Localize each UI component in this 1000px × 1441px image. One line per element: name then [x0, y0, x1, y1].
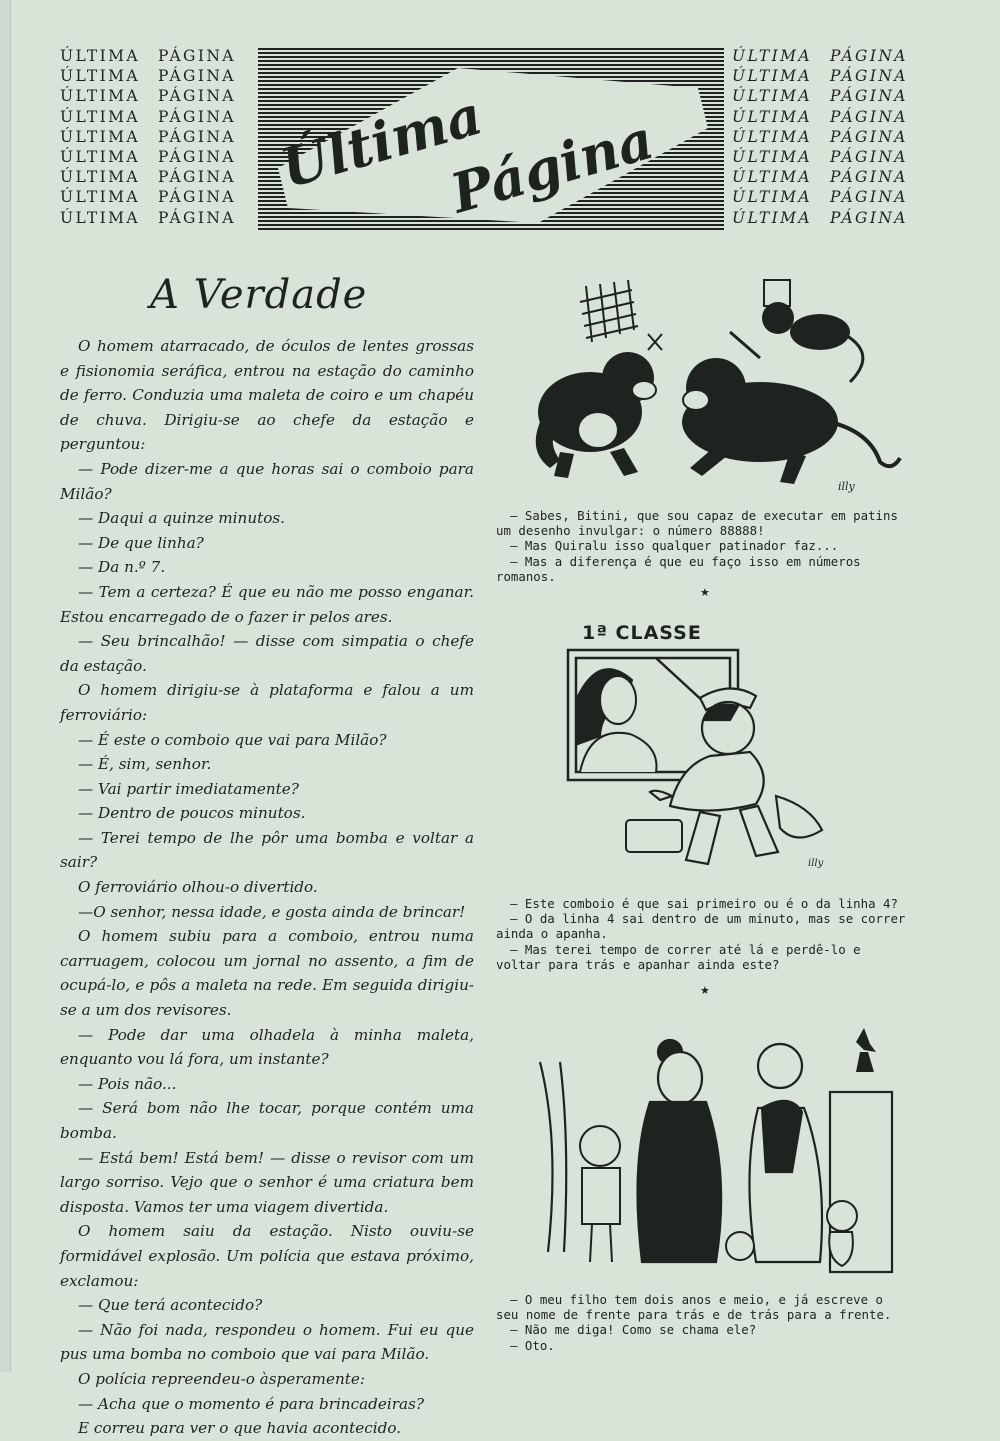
- caption-line: — O meu filho tem dois anos e meio, e já escreve o seu nome de frente para trás e de trás para a frente.: [496, 1292, 892, 1323]
- header-left-word: PÁGINA: [158, 127, 236, 146]
- banner-word-ultima: Última: [273, 82, 489, 201]
- header-left-word: PÁGINA: [158, 107, 236, 126]
- header-right-word: ÚLTIMA: [732, 87, 813, 106]
- article-paragraph: O homem dirigiu-se à plataforma e falou a um ferroviário:: [60, 681, 474, 724]
- separator-star-1: ★: [700, 586, 710, 599]
- article-paragraph: — Terei tempo de lhe pôr uma bomba e voltar a sair?: [60, 828, 474, 872]
- header-left-word: ÚLTIMA: [60, 107, 141, 126]
- article-paragraph: — Será bom não lhe tocar, porque contém uma bomba.: [60, 1099, 474, 1142]
- cartoon-1-signature: illy: [838, 480, 855, 493]
- article-paragraph: — Seu brincalhão! — disse com simpatia o chefe da estação.: [60, 632, 474, 675]
- article-paragraph: O ferroviário olhou-o divertido.: [78, 878, 318, 897]
- header-left-row: [60, 208, 236, 228]
- header-left-word: PÁGINA: [158, 168, 236, 187]
- header-left-row: [60, 187, 236, 207]
- header-left-word: ÚLTIMA: [60, 208, 141, 227]
- banner-word-pagina: Página: [443, 107, 661, 226]
- article-paragraph: — Pode dizer-me a que horas sai o comboio para Milão?: [60, 459, 474, 503]
- article-paragraph: O homem subiu para a comboio, entrou numa carruagem, colocou um jornal no assento, a fim de ocupá-lo, e pôs a maleta na rede. Em seguida dirigiu-se a um dos revisores.: [60, 927, 474, 1020]
- caption-line: — Mas terei tempo de correr até lá e perdê-lo e voltar para trás e apanhar ainda este?: [496, 941, 861, 972]
- header-right-word: PÁGINA: [830, 148, 908, 167]
- cartoon-2-caption: [496, 896, 910, 972]
- header-left-word: ÚLTIMA: [60, 47, 141, 65]
- curtain: [540, 1062, 553, 1252]
- header-left-word: ÚLTIMA: [60, 67, 141, 86]
- header-right-word: PÁGINA: [830, 47, 908, 65]
- header-left-word: PÁGINA: [158, 148, 236, 167]
- article-paragraph: — Dentro de poucos minutos.: [78, 804, 306, 823]
- article-paragraph: — É este o comboio que vai para Milão?: [78, 730, 387, 749]
- header-right-row: [732, 46, 908, 66]
- caption-line: — Oto.: [510, 1337, 555, 1353]
- header-left-row: [60, 127, 236, 147]
- header-left-row: [60, 167, 236, 187]
- header-right-row: [732, 187, 908, 207]
- aunt-figure: [749, 1044, 822, 1262]
- header-right-row: [732, 147, 908, 167]
- header-right-word: ÚLTIMA: [732, 208, 813, 227]
- header-right-row: [732, 86, 908, 106]
- header-left-word: ÚLTIMA: [60, 87, 141, 106]
- article-paragraph: — Que terá acontecido?: [78, 1296, 263, 1315]
- header-left-row: [60, 107, 236, 127]
- caption-line: — O da linha 4 sai dentro de um minuto, mas se correr ainda o apanha.: [496, 911, 906, 942]
- caption-line: — Não me diga! Como se chama ele?: [510, 1322, 757, 1338]
- article-paragraph: — Da n.º 7.: [78, 558, 166, 577]
- separator-star-2: ★: [700, 984, 710, 997]
- right-monkey: [682, 358, 900, 484]
- header-right-row: [732, 208, 908, 228]
- header-left-word: ÚLTIMA: [60, 148, 141, 167]
- suitcase: [626, 820, 682, 852]
- woman-in-window: [578, 669, 656, 772]
- header-right-word: PÁGINA: [830, 87, 908, 106]
- header-right-row: [732, 127, 908, 147]
- header-right-word: PÁGINA: [830, 188, 908, 207]
- statuette-icon: [856, 1028, 876, 1072]
- header-left-word: ÚLTIMA: [60, 168, 141, 187]
- article-paragraph: O polícia repreendeu-o àsperamente:: [78, 1369, 365, 1388]
- article-paragraph: — Pode dar uma olhadela à minha maleta, enquanto vou lá fora, um instante?: [60, 1025, 474, 1069]
- header-left-word: PÁGINA: [158, 67, 236, 86]
- cartoon-2-signature: illy: [808, 858, 824, 869]
- header-left-row: [60, 147, 236, 167]
- cartoon-1-caption: [496, 508, 910, 584]
- header-left-word: PÁGINA: [158, 47, 236, 65]
- header-right-word: PÁGINA: [830, 127, 908, 146]
- article-paragraph: —O senhor, nessa idade, e gosta ainda de brincar!: [78, 902, 466, 921]
- header-left-word: PÁGINA: [158, 188, 236, 207]
- cartoon-train-window: [560, 616, 900, 888]
- header-right-word: ÚLTIMA: [732, 168, 813, 187]
- header-right-word: ÚLTIMA: [732, 47, 813, 65]
- header-right-row: [732, 66, 908, 86]
- header-right-word: ÚLTIMA: [732, 107, 813, 126]
- article-paragraph: — Não foi nada, respondeu o homem. Fui eu que pus uma bomba no comboio que vai para Milão.: [60, 1320, 474, 1364]
- header-right-word: PÁGINA: [830, 168, 908, 187]
- header-right-row: [732, 167, 908, 187]
- article-paragraph: — Acha que o momento é para brincadeiras?: [78, 1394, 424, 1413]
- first-class-sign: 1ª CLASSE: [582, 622, 702, 644]
- cartoon-family: [530, 1022, 900, 1282]
- header-left-word: ÚLTIMA: [60, 188, 141, 207]
- caption-line: — Mas Quiralu isso qualquer patinador faz...: [510, 538, 839, 554]
- article-paragraph: — Vai partir imediatamente?: [78, 779, 299, 798]
- header-right-row: [732, 107, 908, 127]
- caption-line: — Este comboio é que sai primeiro ou é o da linha 4?: [510, 896, 898, 911]
- mother-figure: [638, 1040, 722, 1262]
- header-right-word: PÁGINA: [830, 67, 908, 86]
- left-monkey: [536, 352, 656, 478]
- article-paragraph: E correu para ver o que havia acontecido.: [78, 1419, 402, 1438]
- header-right-word: ÚLTIMA: [732, 127, 813, 146]
- article-paragraph: — É, sim, senhor.: [78, 755, 212, 774]
- header-left-word: PÁGINA: [158, 87, 236, 106]
- small-monkey: [730, 280, 863, 382]
- header-right-column: [732, 46, 908, 228]
- grid-drawing: [580, 280, 662, 350]
- article-paragraph: — De que linha?: [78, 533, 204, 552]
- header-left-word: PÁGINA: [158, 208, 236, 227]
- header-left-word: ÚLTIMA: [60, 127, 141, 146]
- ultima-pagina-banner: [258, 48, 724, 230]
- article-paragraph: — Tem a certeza? É que eu não me posso enganar. Estou encarregado de o fazer ir pelos ares.: [60, 582, 474, 626]
- header-right-word: PÁGINA: [830, 208, 908, 227]
- girl-figure: [580, 1126, 620, 1262]
- header-right-word: PÁGINA: [830, 107, 908, 126]
- header-left-column: [60, 46, 236, 228]
- page-edge: [0, 0, 11, 1372]
- article-paragraph: — Daqui a quinze minutos.: [78, 509, 285, 528]
- article-title: A Verdade: [150, 272, 368, 318]
- header-left-row: [60, 86, 236, 106]
- article-body: [60, 334, 474, 1441]
- article-paragraph: O homem saiu da estação. Nisto ouviu-se formidável explosão. Um polícia que estava próximo, exclamou:: [60, 1222, 474, 1290]
- cartoon-3-caption: [496, 1292, 910, 1353]
- header-right-word: ÚLTIMA: [732, 188, 813, 207]
- article-paragraph: — Está bem! Está bem! — disse o revisor com um largo sorriso. Vejo que o senhor é uma criatura bem disposta. Vamos ter uma viagem divertida.: [60, 1148, 474, 1216]
- header-right-word: ÚLTIMA: [732, 67, 813, 86]
- article-paragraph: O homem atarracado, de óculos de lentes grossas e fisionomia seráfica, entrou na estação do caminho de ferro. Conduzia uma maleta de coiro e um chapéu de chuva. Dirigiu-se ao chefe da estação e perguntou:: [60, 337, 474, 454]
- caption-line: — Mas a diferença é que eu faço isso em números romanos.: [496, 553, 861, 584]
- article-paragraph: — Pois não...: [78, 1074, 177, 1093]
- header-left-row: [60, 46, 236, 66]
- cartoon-monkeys: [520, 272, 910, 500]
- header-right-word: ÚLTIMA: [732, 148, 813, 167]
- caption-line: — Sabes, Bitini, que sou capaz de executar em patins um desenho invulgar: o número 88888!: [496, 508, 898, 539]
- header-left-row: [60, 66, 236, 86]
